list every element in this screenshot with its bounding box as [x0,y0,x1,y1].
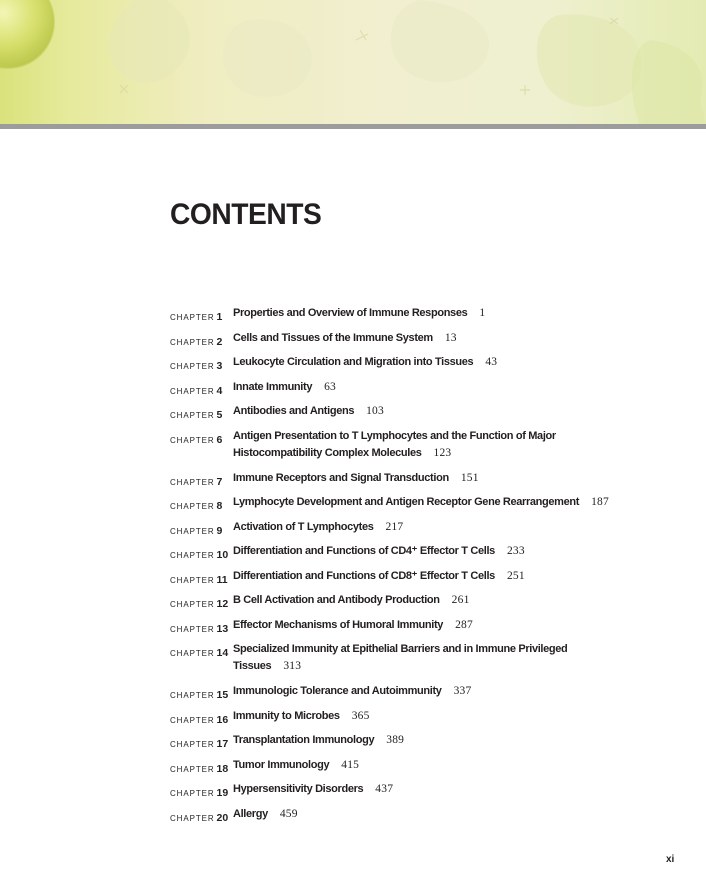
page-title: CONTENTS [170,198,322,231]
chapter-number: 10 [216,549,229,561]
chapter-title [233,806,663,823]
chapter-title [233,658,663,675]
header-rule [0,124,706,129]
chapter-label [170,643,228,661]
chapter-word: CHAPTER [170,386,215,396]
chapter-label [170,685,228,703]
chapter-title-text: Leukocyte Circulation and Migration into Tissues [233,356,474,368]
chapter-page-number: 261 [451,594,470,606]
chapter-page-number: 187 [591,496,609,508]
chapter-number: 17 [216,738,229,750]
chapter-title [233,781,663,798]
chapter-title-text: Innate Immunity [233,380,313,393]
chapter-title-text: Properties and Overview of Immune Responses [233,307,468,319]
chapter-page-number: 287 [455,618,473,631]
chapter-number: 16 [216,713,229,726]
chapter-number: 19 [216,787,229,799]
chapter-number: 4 [216,384,223,397]
chapter-title [233,330,663,347]
chapter-title-text: Differentiation and Functions of CD4⁺ Effector T Cells [233,545,495,557]
chapter-label [170,430,222,448]
chapter-title-text: Tissues [233,660,272,672]
chapter-word: CHAPTER [170,526,215,536]
chapter-number: 12 [216,598,229,610]
chapter-title-text: Histocompatibility Complex Molecules [233,446,422,459]
chapter-number: 8 [216,500,223,512]
chapter-page-number: 251 [506,569,525,582]
chapter-title-text: Differentiation and Functions of CD8⁺ Effector T Cells [233,569,495,582]
chapter-word: CHAPTER [170,740,215,749]
chapter-label [170,405,222,423]
chapter-label [170,783,228,801]
chapter-word: CHAPTER [170,789,215,798]
chapter-label [170,734,228,752]
chapter-number: 9 [216,524,223,537]
chapter-label [170,619,228,637]
chapter-label [170,496,222,514]
chapter-word: CHAPTER [170,337,215,347]
chapter-label [170,594,228,612]
chapter-title [233,568,663,585]
chapter-title [233,403,663,420]
chapter-title [233,494,663,511]
chapter-page-number: 415 [341,758,360,771]
chapter-title-text: B Cell Activation and Antibody Production [233,594,440,606]
chapter-page-number: 233 [506,545,525,557]
chapter-title-text: Immunity to Microbes [233,709,340,722]
chapter-word: CHAPTER [170,649,215,658]
chapter-number: 2 [216,335,223,348]
chapter-title-text: Cells and Tissues of the Immune System [233,331,433,344]
chapter-word: CHAPTER [170,575,215,585]
chapter-word: CHAPTER [170,624,215,634]
chapter-page-number: 1 [479,307,486,319]
chapter-title [233,445,663,462]
chapter-title-text: Effector Mechanisms of Humoral Immunity [233,618,444,631]
chapter-number: 20 [216,811,229,824]
chapter-word: CHAPTER [170,435,215,445]
chapter-title [233,683,663,700]
chapter-label [170,472,222,490]
chapter-page-number: 313 [283,660,302,672]
chapter-title-text: Antigen Presentation to T Lymphocytes and the Function of Major [233,429,556,442]
chapter-label [170,545,228,563]
chapter-label [170,307,222,325]
chapter-page-number: 103 [366,405,384,417]
chapter-number: 15 [216,689,229,701]
chapter-title [233,543,663,560]
chapter-title [233,732,663,749]
chapter-number: 7 [216,475,223,488]
chapter-label [170,759,228,777]
chapter-number: 13 [216,622,229,635]
chapter-label [170,521,222,539]
chapter-title [233,379,663,396]
chapter-number: 14 [216,647,229,659]
chapter-page-number: 63 [324,380,336,393]
chapter-word: CHAPTER [170,715,215,725]
chapter-word: CHAPTER [170,502,215,511]
chapter-number: 1 [216,311,223,323]
chapter-title-text: Immunologic Tolerance and Autoimmunity [233,685,442,697]
chapter-title-text: Hypersensitivity Disorders [233,783,364,795]
chapter-word: CHAPTER [170,477,215,487]
chapter-word: CHAPTER [170,411,215,420]
chapter-label [170,381,222,399]
chapter-page-number: 151 [460,471,479,484]
chapter-title [233,519,663,536]
chapter-number: 6 [216,433,223,446]
page-folio: xi [666,854,675,865]
chapter-page-number: 123 [433,446,452,459]
chapter-title-text: Allergy [233,807,268,820]
chapter-title-text: Antibodies and Antigens [233,405,355,417]
chapter-title-text: Tumor Immunology [233,758,330,771]
chapter-title [233,757,663,774]
chapter-word: CHAPTER [170,600,215,609]
chapter-number: 5 [216,409,223,421]
chapter-title-text: Lymphocyte Development and Antigen Receptor Gene Rearrangement [233,496,580,508]
chapter-title [233,470,663,487]
chapter-label [170,710,228,728]
chapter-title [233,617,663,634]
chapter-title [233,354,663,371]
chapter-word: CHAPTER [170,691,215,700]
chapter-number: 3 [216,360,223,372]
chapter-page-number: 459 [279,807,298,820]
chapter-title-text: Activation of T Lymphocytes [233,520,374,533]
chapter-title-text: Specialized Immunity at Epithelial Barriers and in Immune Privileged [233,643,568,655]
cell-illustration [0,0,706,125]
chapter-label [170,332,222,350]
chapter-word: CHAPTER [170,313,215,322]
chapter-page-number: 217 [385,520,404,533]
chapter-word: CHAPTER [170,551,215,560]
chapter-title-text: Transplantation Immunology [233,734,375,746]
chapter-word: CHAPTER [170,764,215,774]
chapter-page-number: 389 [386,734,405,746]
chapter-title [233,708,663,725]
chapter-label [170,570,228,588]
chapter-page-number: 365 [351,709,370,722]
header-banner [0,0,706,125]
chapter-label [170,808,228,826]
chapter-number: 18 [216,762,229,775]
chapter-page-number: 437 [375,783,394,795]
chapter-title-text: Immune Receptors and Signal Transduction [233,471,449,484]
chapter-title [233,305,663,322]
chapter-number: 11 [216,573,228,586]
chapter-word: CHAPTER [170,813,215,823]
chapter-page-number: 337 [453,685,472,697]
chapter-title [233,641,663,658]
chapter-page-number: 13 [444,331,457,344]
chapter-page-number: 43 [485,356,498,368]
chapter-label [170,356,222,374]
chapter-word: CHAPTER [170,362,215,371]
chapter-title [233,428,663,445]
chapter-title [233,592,663,609]
